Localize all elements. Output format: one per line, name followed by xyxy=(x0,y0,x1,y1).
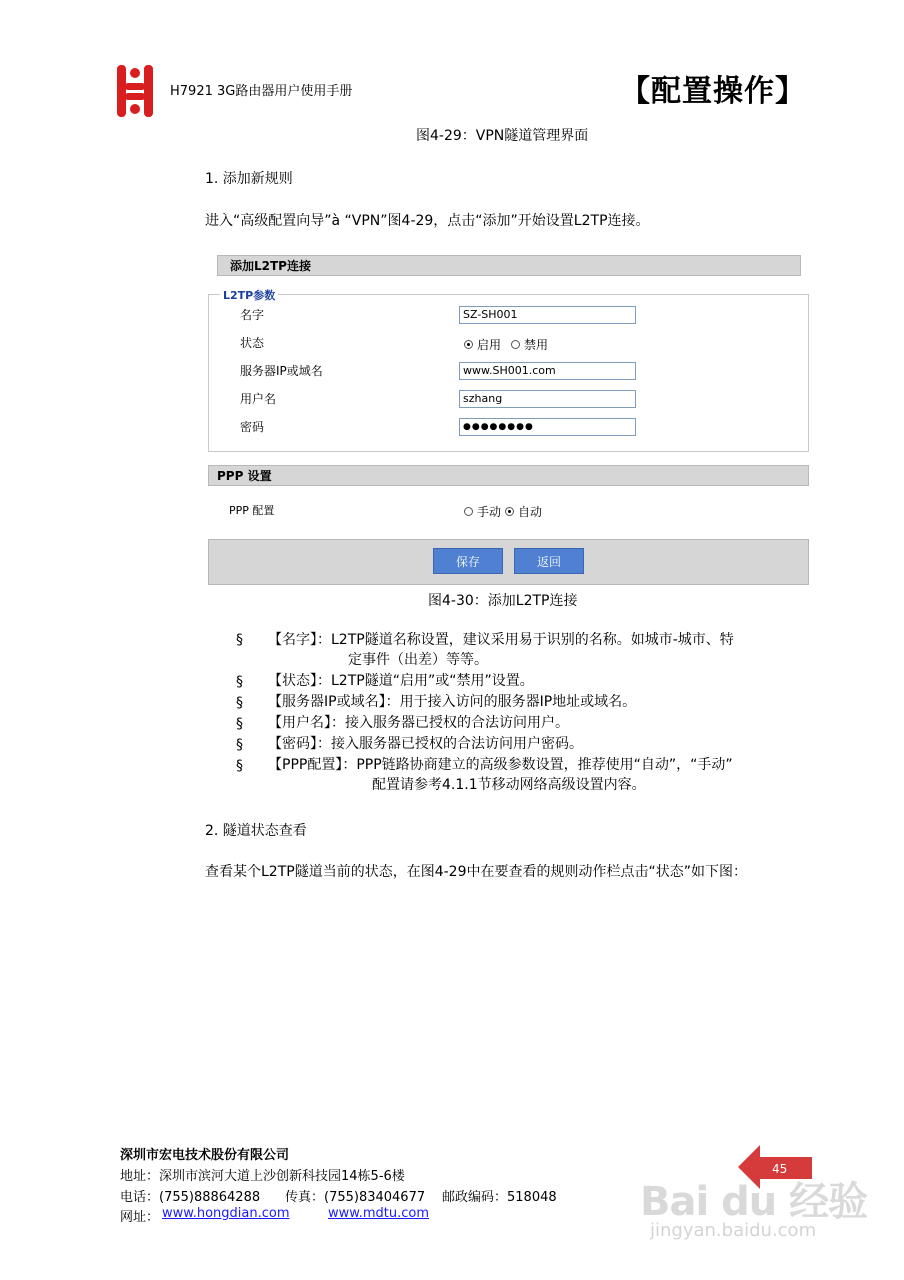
status-label: 状态 xyxy=(240,336,265,350)
bullet-ppp-line2: 配置请参考4.1.1节移动网络高级设置内容。 xyxy=(372,777,646,793)
password-input[interactable]: ●●●●●●●● xyxy=(459,418,636,436)
bullet-symbol: § xyxy=(236,674,243,690)
footer-company: 深圳市宏电技术股份有限公司 xyxy=(120,1148,290,1163)
ppp-title-bar xyxy=(208,465,809,486)
footer-web-label: 网址： xyxy=(120,1210,160,1225)
password-label: 密码 xyxy=(240,420,265,434)
server-input[interactable]: www.SH001.com xyxy=(459,362,636,380)
manual-title: H7921 3G路由器用户使用手册 xyxy=(170,84,353,99)
figure-29-caption: 图4-29：VPN隧道管理界面 xyxy=(416,128,589,144)
ppp-title: PPP 设置 xyxy=(217,469,272,483)
figure-30-caption: 图4-30：添加L2TP连接 xyxy=(428,593,578,609)
form-title: 添加L2TP连接 xyxy=(230,259,311,273)
footer-phone: 电话：(755)88864288 xyxy=(120,1190,261,1205)
ppp-manual-radio[interactable] xyxy=(464,507,473,516)
save-button[interactable]: 保存 xyxy=(433,548,503,574)
status-enable-label: 启用 xyxy=(477,338,502,352)
bullet-symbol: § xyxy=(236,758,243,774)
section-2-title: 2. 隧道状态查看 xyxy=(205,823,307,839)
l2tp-legend: L2TP参数 xyxy=(220,287,278,303)
name-label: 名字 xyxy=(240,308,265,322)
bullet-username: 【用户名】：接入服务器已授权的合法访问用户。 xyxy=(268,715,569,731)
chapter-title: 【配置操作】 xyxy=(620,74,806,109)
name-input[interactable]: SZ-SH001 xyxy=(459,306,636,324)
bullet-symbol: § xyxy=(236,737,243,753)
bullet-ppp-line1: 【PPP配置】：PPP链路协商建立的高级参数设置，推荐使用“自动”，“手动” xyxy=(268,757,733,773)
status-disable-radio[interactable] xyxy=(511,340,520,349)
section-1-text: 进入“高级配置向导”à “VPN”图4-29，点击“添加”开始设置L2TP连接。 xyxy=(205,213,650,229)
section-1-title: 1. 添加新规则 xyxy=(205,171,293,187)
ppp-radio-group xyxy=(464,503,542,520)
ppp-manual-label: 手动 xyxy=(477,505,502,519)
status-radio-group xyxy=(464,336,548,353)
ppp-config-label: PPP 配置 xyxy=(229,504,275,517)
bullet-symbol: § xyxy=(236,632,243,648)
form-title-bar xyxy=(217,255,801,276)
footer-link-hongdian[interactable]: www.hongdian.com xyxy=(162,1206,290,1221)
footer-postcode: 邮政编码：518048 xyxy=(442,1190,557,1205)
ppp-auto-label: 自动 xyxy=(518,505,543,519)
bullet-name-line2: 定事件（出差）等等。 xyxy=(348,652,488,668)
back-button[interactable]: 返回 xyxy=(514,548,584,574)
status-disable-label: 禁用 xyxy=(524,338,549,352)
bullet-name-line1: 【名字】：L2TP隧道名称设置，建议采用易于识别的名称。如城市-城市、特 xyxy=(268,632,734,648)
footer-address: 地址：深圳市滨河大道上沙创新科技园14栋5-6楼 xyxy=(120,1169,405,1184)
username-input[interactable]: szhang xyxy=(459,390,636,408)
bullet-password: 【密码】：接入服务器已授权的合法访问用户密码。 xyxy=(268,736,583,752)
bullet-symbol: § xyxy=(236,716,243,732)
status-enable-radio[interactable] xyxy=(464,340,473,349)
bullet-server: 【服务器IP或域名】：用于接入访问的服务器IP地址或域名。 xyxy=(268,694,637,710)
company-logo xyxy=(115,63,155,119)
section-2-text: 查看某个L2TP隧道当前的状态，在图4-29中在要查看的规则动作栏点击“状态”如下图： xyxy=(205,864,747,880)
bullet-status: 【状态】：L2TP隧道“启用”或“禁用”设置。 xyxy=(268,673,534,689)
baidu-watermark-url: jingyan.baidu.com xyxy=(650,1220,817,1241)
ppp-auto-radio[interactable] xyxy=(505,507,514,516)
page-number: 45 xyxy=(772,1162,788,1176)
bullet-symbol: § xyxy=(236,695,243,711)
footer-fax: 传真：(755)83404677 xyxy=(285,1190,426,1205)
footer-link-mdtu[interactable]: www.mdtu.com xyxy=(328,1206,429,1221)
username-label: 用户名 xyxy=(240,392,277,406)
server-label: 服务器IP或域名 xyxy=(240,364,323,378)
baidu-watermark-logo: Bai du 经验 xyxy=(640,1179,868,1225)
form-button-bar xyxy=(208,539,809,585)
